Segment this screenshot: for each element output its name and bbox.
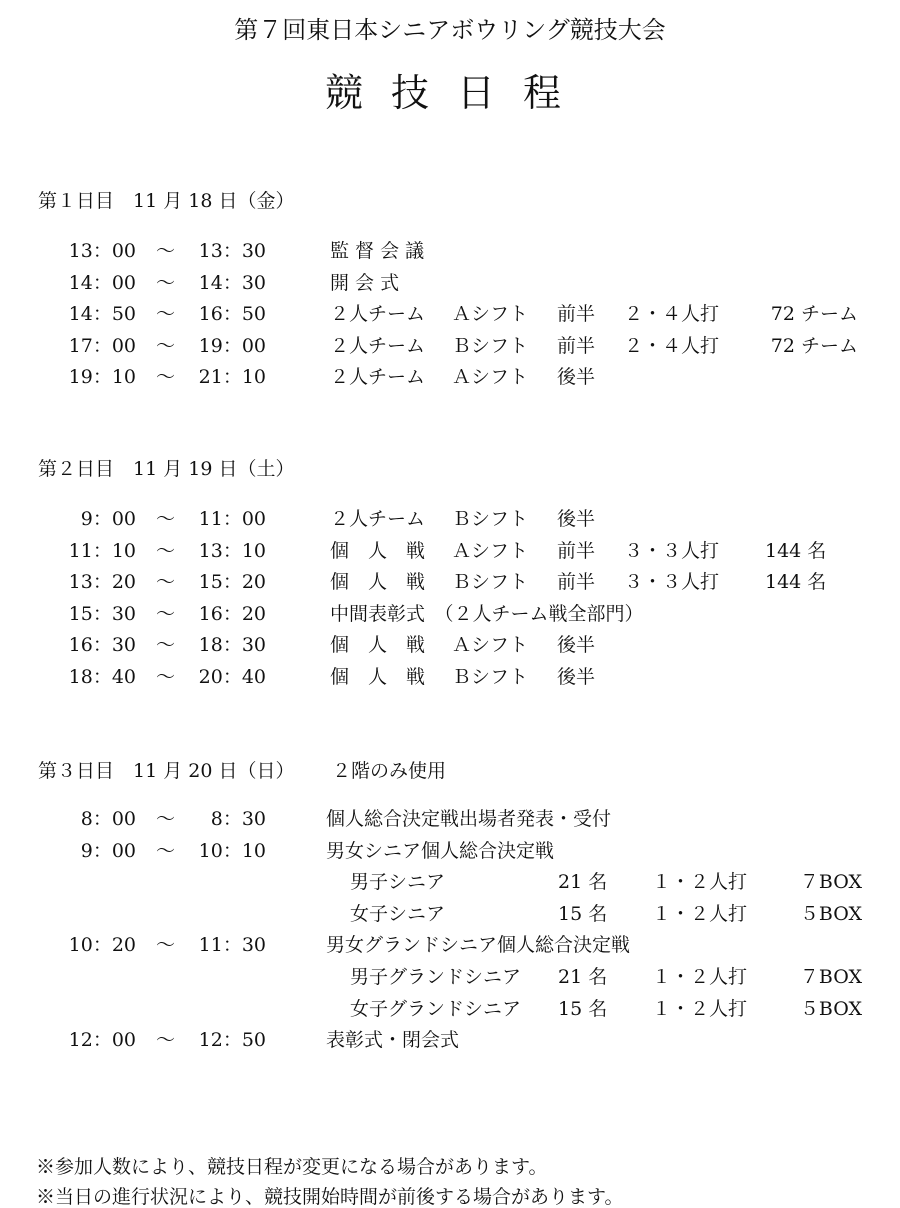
end-time: 11：30 <box>198 934 266 956</box>
event-cell: 後半 <box>557 508 596 530</box>
event-cell: １・２人打 <box>652 903 748 925</box>
schedule-heading: 競技日程 <box>324 71 589 115</box>
day-header: 第３日目 11 月 20 日（日） <box>38 760 295 782</box>
event-cell: ５BOX <box>799 903 862 925</box>
tilde-separator: ～ <box>156 840 176 862</box>
event-cell: １・２人打 <box>652 871 748 893</box>
event-cell: 個 人 戦 <box>330 540 426 562</box>
tilde-separator: ～ <box>156 666 176 688</box>
tilde-separator: ～ <box>156 366 176 388</box>
event-cell: 個 人 戦 <box>330 666 426 688</box>
start-time: 19：10 <box>68 366 136 388</box>
end-time: 10：10 <box>198 840 266 862</box>
footnote: ※参加人数により、競技日程が変更になる場合があります。 <box>36 1156 548 1178</box>
start-time: 12：00 <box>68 1029 136 1051</box>
event-cell: Ａシフト <box>452 634 529 656</box>
tilde-separator: ～ <box>156 934 176 956</box>
end-time: 13：10 <box>198 540 266 562</box>
start-time: 18：40 <box>68 666 136 688</box>
tilde-separator: ～ <box>156 335 176 357</box>
footnote: ※当日の進行状況により、競技開始時間が前後する場合があります。 <box>36 1186 624 1208</box>
day-header: 第２日目 11 月 19 日（土） <box>38 458 295 480</box>
event-cell: ２・４人打 <box>624 303 720 325</box>
tilde-separator: ～ <box>156 808 176 830</box>
event-cell: ２人チーム <box>330 335 426 357</box>
end-time: 18：30 <box>198 634 266 656</box>
event-cell: 監 督 会 議 <box>330 240 425 262</box>
event-cell: 144 名 <box>765 540 827 562</box>
start-time: 13：00 <box>68 240 136 262</box>
event-cell: 中間表彰式 （２人チーム戦全部門） <box>330 603 644 625</box>
event-cell: 後半 <box>557 366 596 388</box>
end-time: 20：40 <box>198 666 266 688</box>
end-time: 15：20 <box>198 571 266 593</box>
start-time: 9：00 <box>80 508 136 530</box>
event-cell: ３・３人打 <box>624 540 720 562</box>
event-cell: ５BOX <box>799 998 862 1020</box>
event-cell: 男子シニア <box>350 871 446 893</box>
event-cell: 女子グランドシニア <box>350 998 522 1020</box>
page-title: 第７回東日本シニアボウリング競技大会 <box>234 16 666 44</box>
end-time: 14：30 <box>198 272 266 294</box>
end-time: 21：10 <box>198 366 266 388</box>
event-cell: ７BOX <box>799 871 862 893</box>
tilde-separator: ～ <box>156 603 176 625</box>
end-time: 13：30 <box>198 240 266 262</box>
event-cell: ２・４人打 <box>624 335 720 357</box>
event-cell: １・２人打 <box>652 966 748 988</box>
tilde-separator: ～ <box>156 634 176 656</box>
event-cell: ２人チーム <box>330 508 426 530</box>
event-cell: Ａシフト <box>452 540 529 562</box>
end-time: 12：50 <box>198 1029 266 1051</box>
tilde-separator: ～ <box>156 303 176 325</box>
start-time: 17：00 <box>68 335 136 357</box>
event-cell: Ａシフト <box>452 366 529 388</box>
event-cell: 前半 <box>557 571 596 593</box>
event-cell: １・２人打 <box>652 998 748 1020</box>
event-cell: 前半 <box>557 335 596 357</box>
start-time: 10：20 <box>68 934 136 956</box>
event-cell: ３・３人打 <box>624 571 720 593</box>
event-cell: 開 会 式 <box>330 272 400 294</box>
start-time: 15：30 <box>68 603 136 625</box>
start-time: 16：30 <box>68 634 136 656</box>
event-cell: 個人総合決定戦出場者発表・受付 <box>326 808 612 830</box>
event-cell: Ｂシフト <box>452 571 529 593</box>
event-cell: 前半 <box>557 303 596 325</box>
start-time: 8：00 <box>80 808 136 830</box>
day-header: 第１日目 11 月 18 日（金） <box>38 190 295 212</box>
end-time: 19：00 <box>198 335 266 357</box>
event-cell: ７BOX <box>799 966 862 988</box>
event-cell: 表彰式・閉会式 <box>326 1029 460 1051</box>
end-time: 16：20 <box>198 603 266 625</box>
event-cell: 男女シニア個人総合決定戦 <box>326 840 555 862</box>
start-time: 14：00 <box>68 272 136 294</box>
event-cell: 女子シニア <box>350 903 446 925</box>
start-time: 13：20 <box>68 571 136 593</box>
event-cell: 個 人 戦 <box>330 634 426 656</box>
event-cell: 144 名 <box>765 571 827 593</box>
event-cell: 後半 <box>557 634 596 656</box>
event-cell: 個 人 戦 <box>330 571 426 593</box>
start-time: 9：00 <box>80 840 136 862</box>
event-cell: 15 名 <box>558 998 608 1020</box>
end-time: 16：50 <box>198 303 266 325</box>
event-cell: Ｂシフト <box>452 335 529 357</box>
event-cell: Ｂシフト <box>452 666 529 688</box>
event-cell: ２人チーム <box>330 303 426 325</box>
event-cell: 72 チーム <box>770 335 858 357</box>
tilde-separator: ～ <box>156 540 176 562</box>
event-cell: Ｂシフト <box>452 508 529 530</box>
event-cell: 前半 <box>557 540 596 562</box>
event-cell: 15 名 <box>558 903 608 925</box>
event-cell: 男女グランドシニア個人総合決定戦 <box>326 934 631 956</box>
tilde-separator: ～ <box>156 240 176 262</box>
event-cell: 21 名 <box>558 966 608 988</box>
event-cell: 後半 <box>557 666 596 688</box>
day-note: ２階のみ使用 <box>332 760 447 782</box>
tilde-separator: ～ <box>156 272 176 294</box>
end-time: 11：00 <box>198 508 266 530</box>
tilde-separator: ～ <box>156 1029 176 1051</box>
event-cell: ２人チーム <box>330 366 426 388</box>
event-cell: 72 チーム <box>770 303 858 325</box>
tilde-separator: ～ <box>156 571 176 593</box>
event-cell: Ａシフト <box>452 303 529 325</box>
start-time: 11：10 <box>68 540 136 562</box>
end-time: 8：30 <box>210 808 266 830</box>
start-time: 14：50 <box>68 303 136 325</box>
tilde-separator: ～ <box>156 508 176 530</box>
event-cell: 21 名 <box>558 871 608 893</box>
event-cell: 男子グランドシニア <box>350 966 522 988</box>
